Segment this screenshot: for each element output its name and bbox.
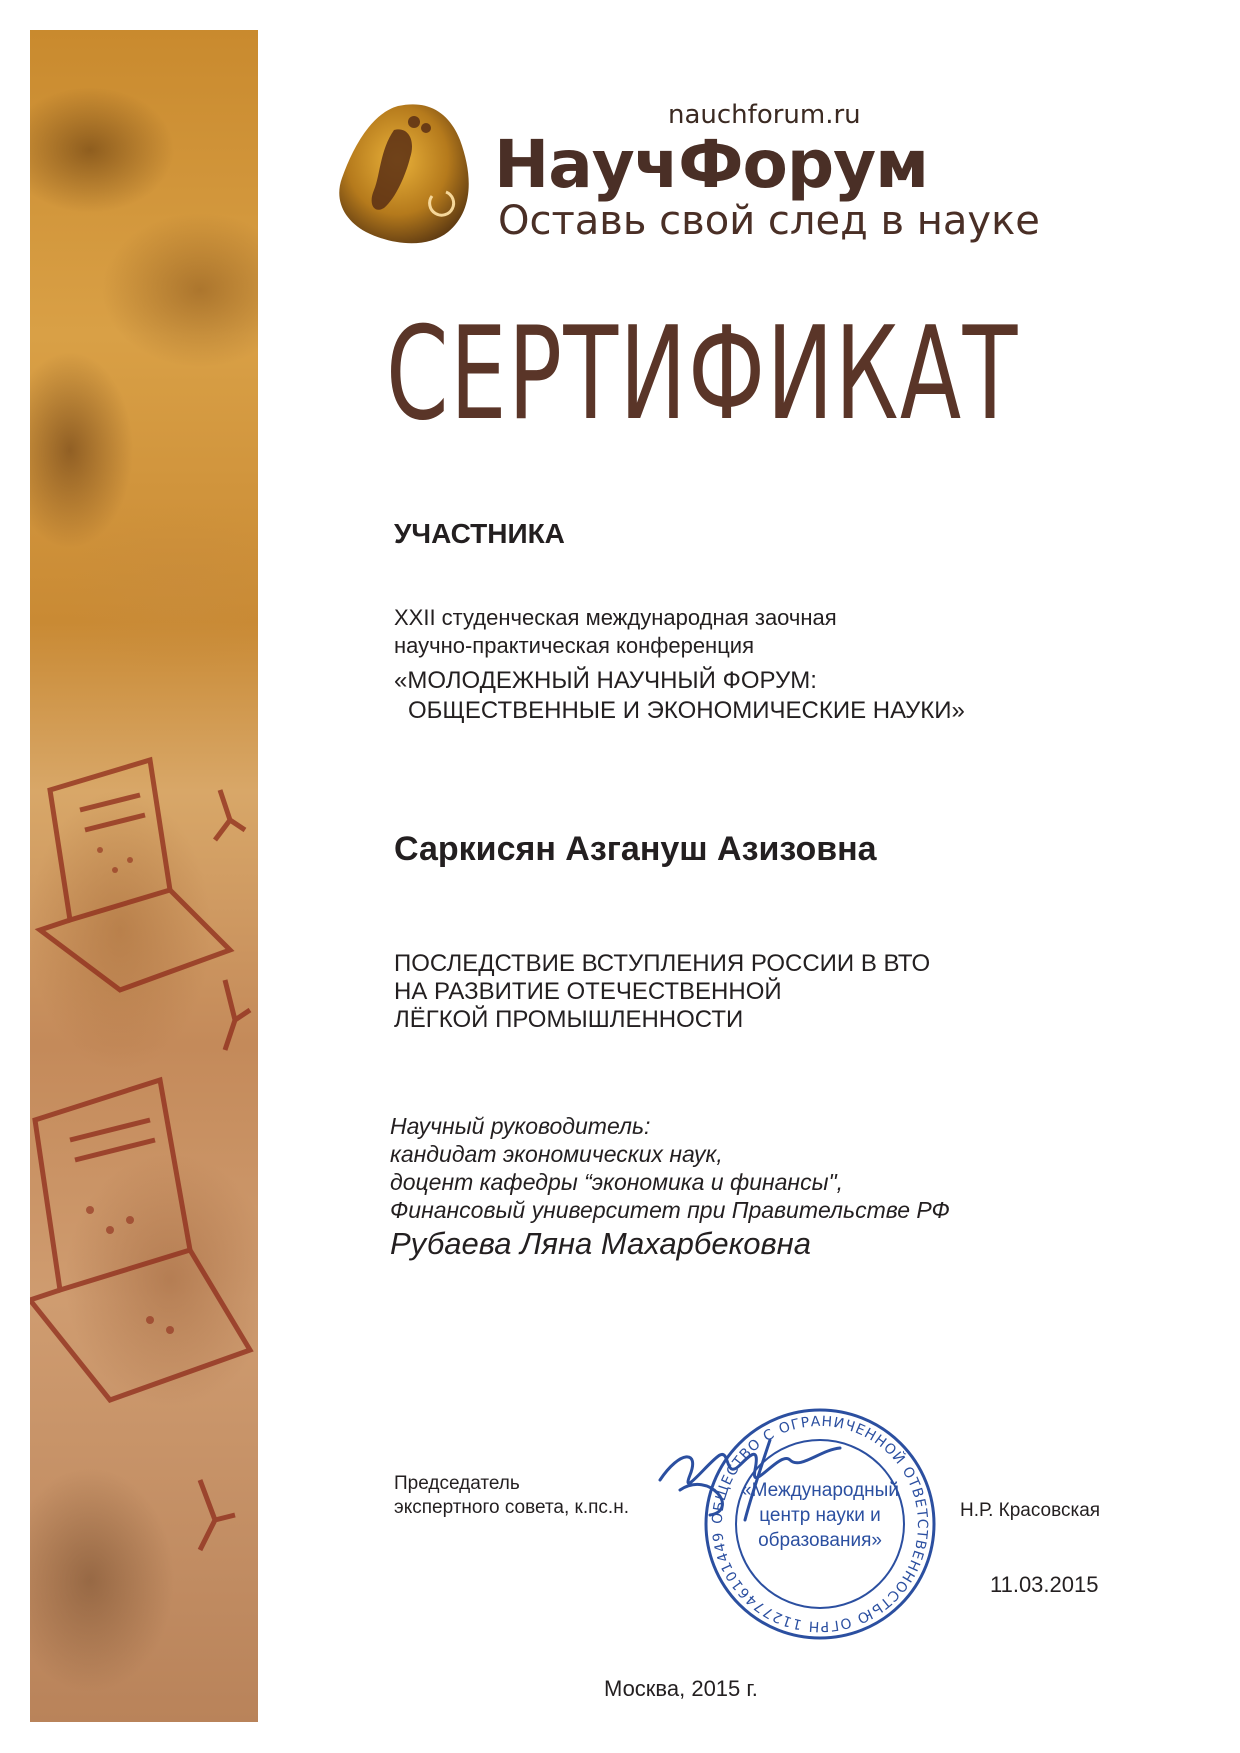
conference-name	[394, 666, 965, 726]
nauchforum-logo-icon	[336, 100, 476, 248]
topic-line-1: ПОСЛЕДСТВИЕ ВСТУПЛЕНИЯ РОССИИ В ВТО	[394, 950, 931, 977]
report-topic	[394, 950, 930, 1034]
conference-line-1: XXII студенческая международная заочная	[394, 605, 837, 630]
logo-slogan: Оставь свой след в науке	[498, 198, 1040, 244]
logo-brand-name: НаучФорум	[494, 126, 929, 203]
seal-line-1: «Международный	[741, 1480, 899, 1501]
advisor-label: Научный руководитель:	[390, 1113, 651, 1139]
topic-line-2: НА РАЗВИТИЕ ОТЕЧЕСТВЕННОЙ	[394, 978, 782, 1005]
cave-painting-illustration	[30, 30, 258, 1722]
certificate-subtitle: УЧАСТНИКА	[394, 518, 565, 549]
chair-title	[394, 1472, 629, 1520]
conference-line-2: научно-практическая конференция	[394, 633, 755, 658]
issue-date: 11.03.2015	[990, 1572, 1099, 1597]
conference-name-line-2: ОБЩЕСТВЕННЫЕ И ЭКОНОМИЧЕСКИЕ НАУКИ»	[408, 697, 965, 724]
chair-name: Н.Р. Красовская	[960, 1500, 1101, 1521]
advisor-degree: кандидат экономических наук,	[390, 1141, 723, 1167]
conference-name-line-1: «МОЛОДЕЖНЫЙ НАУЧНЫЙ ФОРУМ:	[394, 667, 817, 694]
seal-ring-text: ОБЩЕСТВО С ОГРАНИЧЕННОЙ ОТВЕТСТВЕННОСТЬЮ ОГРН 1127746101449	[709, 1413, 931, 1635]
decorative-side-strip	[30, 30, 258, 1722]
signature-icon	[650, 1420, 850, 1530]
chair-line-1: Председатель	[394, 1473, 520, 1494]
topic-line-3: ЛЁГКОЙ ПРОМЫШЛЕННОСТИ	[394, 1006, 744, 1033]
certificate-title: СЕРТИФИКАТ	[386, 300, 1019, 449]
participant-name: Саркисян Азгануш Азизовна	[394, 830, 877, 868]
advisor-position: доцент кафедры “экономика и финансы",	[390, 1169, 844, 1195]
advisor-organization: Финансовый университет при Правительстве РФ	[390, 1197, 950, 1223]
seal-line-2: центр науки и	[759, 1505, 881, 1526]
conference-description	[394, 604, 837, 660]
advisor-name: Рубаева Ляна Махарбековна	[390, 1226, 811, 1261]
advisor-details	[390, 1112, 950, 1224]
seal-line-3: образования»	[758, 1530, 882, 1551]
issue-city-year: Москва, 2015 г.	[604, 1676, 758, 1701]
logo-site-url: nauchforum.ru	[668, 100, 861, 130]
chair-line-2: экспертного совета, к.пс.н.	[394, 1497, 629, 1518]
